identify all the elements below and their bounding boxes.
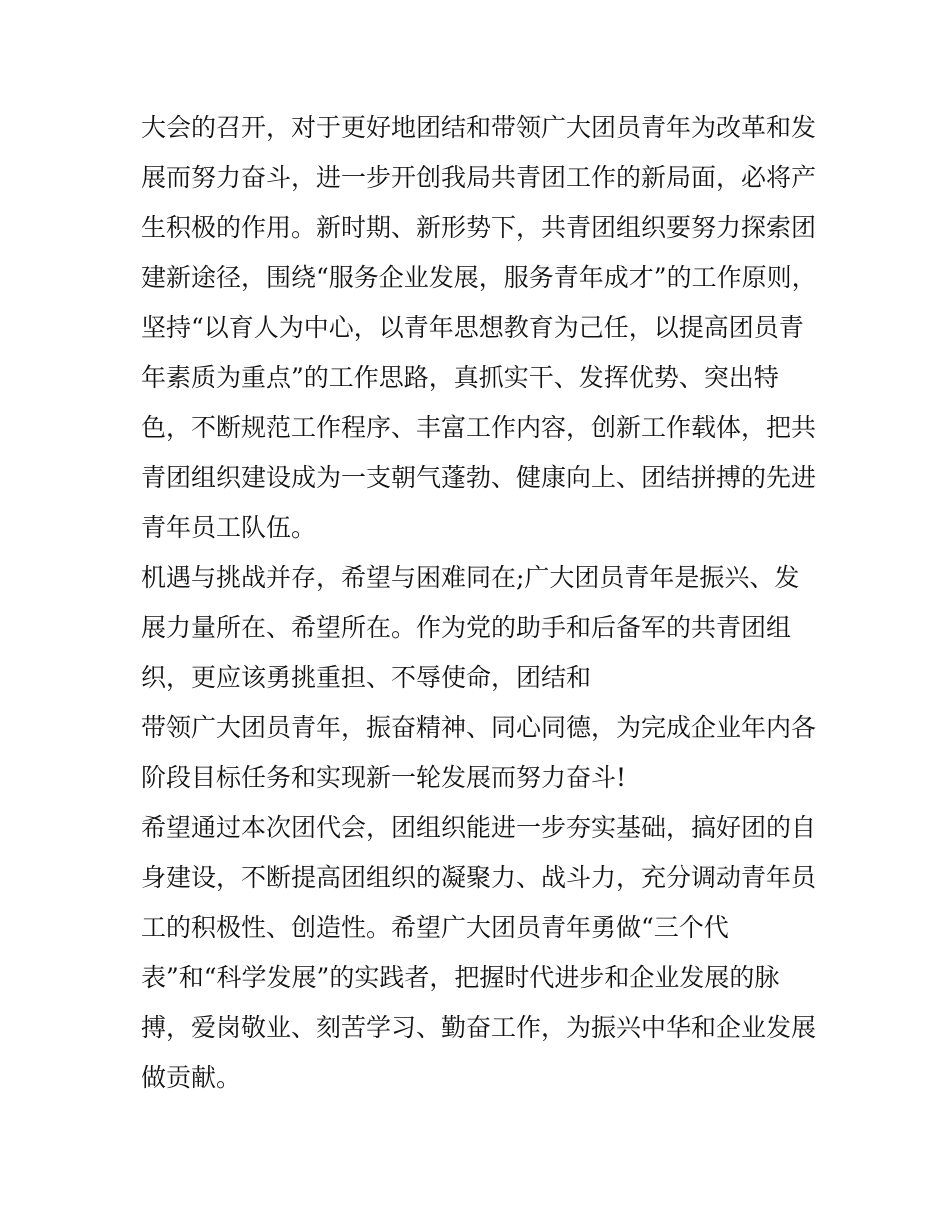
- text-line: 青团组织建设成为一支朝气蓬勃、健康向上、团结拼搏的先进: [141, 463, 817, 492]
- text-line: 展力量所在、希望所在。作为党的助手和后备军的共青团组: [141, 613, 792, 642]
- text-line: 工的积极性、创造性。希望广大团员青年勇做“三个代: [141, 913, 729, 942]
- text-line: 建新途径，围绕“服务企业发展，服务青年成才”的工作原则，: [141, 263, 817, 292]
- text-line: 身建设，不断提高团组织的凝聚力、战斗力，充分调动青年员: [141, 863, 817, 892]
- text-line: 织，更应该勇挑重担、不辱使命，团结和: [141, 663, 592, 692]
- text-line: 搏，爱岗敬业、刻苦学习、勤奋工作，为振兴中华和企业发展: [141, 1013, 817, 1042]
- text-line: 希望通过本次团代会，团组织能进一步夯实基础，搞好团的自: [141, 813, 817, 842]
- text-line: 表”和“科学发展”的实践者，把握时代进步和企业发展的脉: [141, 963, 780, 992]
- document-body: [141, 103, 821, 1103]
- text-line: 机遇与挑战并存，希望与困难同在;广大团员青年是振兴、发: [141, 563, 800, 592]
- text-line: 大会的召开，对于更好地团结和带领广大团员青年为改革和发: [141, 113, 817, 142]
- text-line: 青年员工队伍。: [141, 513, 317, 542]
- text-line: 带领广大团员青年，振奋精神、同心同德，为完成企业年内各: [141, 713, 817, 742]
- text-line: 坚持“以育人为中心，以青年思想教育为己任，以提高团员青: [141, 313, 804, 342]
- text-line: 年素质为重点”的工作思路，真抓实干、发挥优势、突出特: [141, 363, 779, 392]
- text-line: 展而努力奋斗，进一步开创我局共青团工作的新局面，必将产: [141, 163, 817, 192]
- text-line: 阶段目标任务和实现新一轮发展而努力奋斗!: [141, 763, 627, 792]
- text-line: 生积极的作用。新时期、新形势下，共青团组织要努力探索团: [141, 213, 817, 242]
- text-line: 做贡献。: [141, 1063, 242, 1092]
- text-line: 色，不断规范工作程序、丰富工作内容，创新工作载体，把共: [141, 413, 817, 442]
